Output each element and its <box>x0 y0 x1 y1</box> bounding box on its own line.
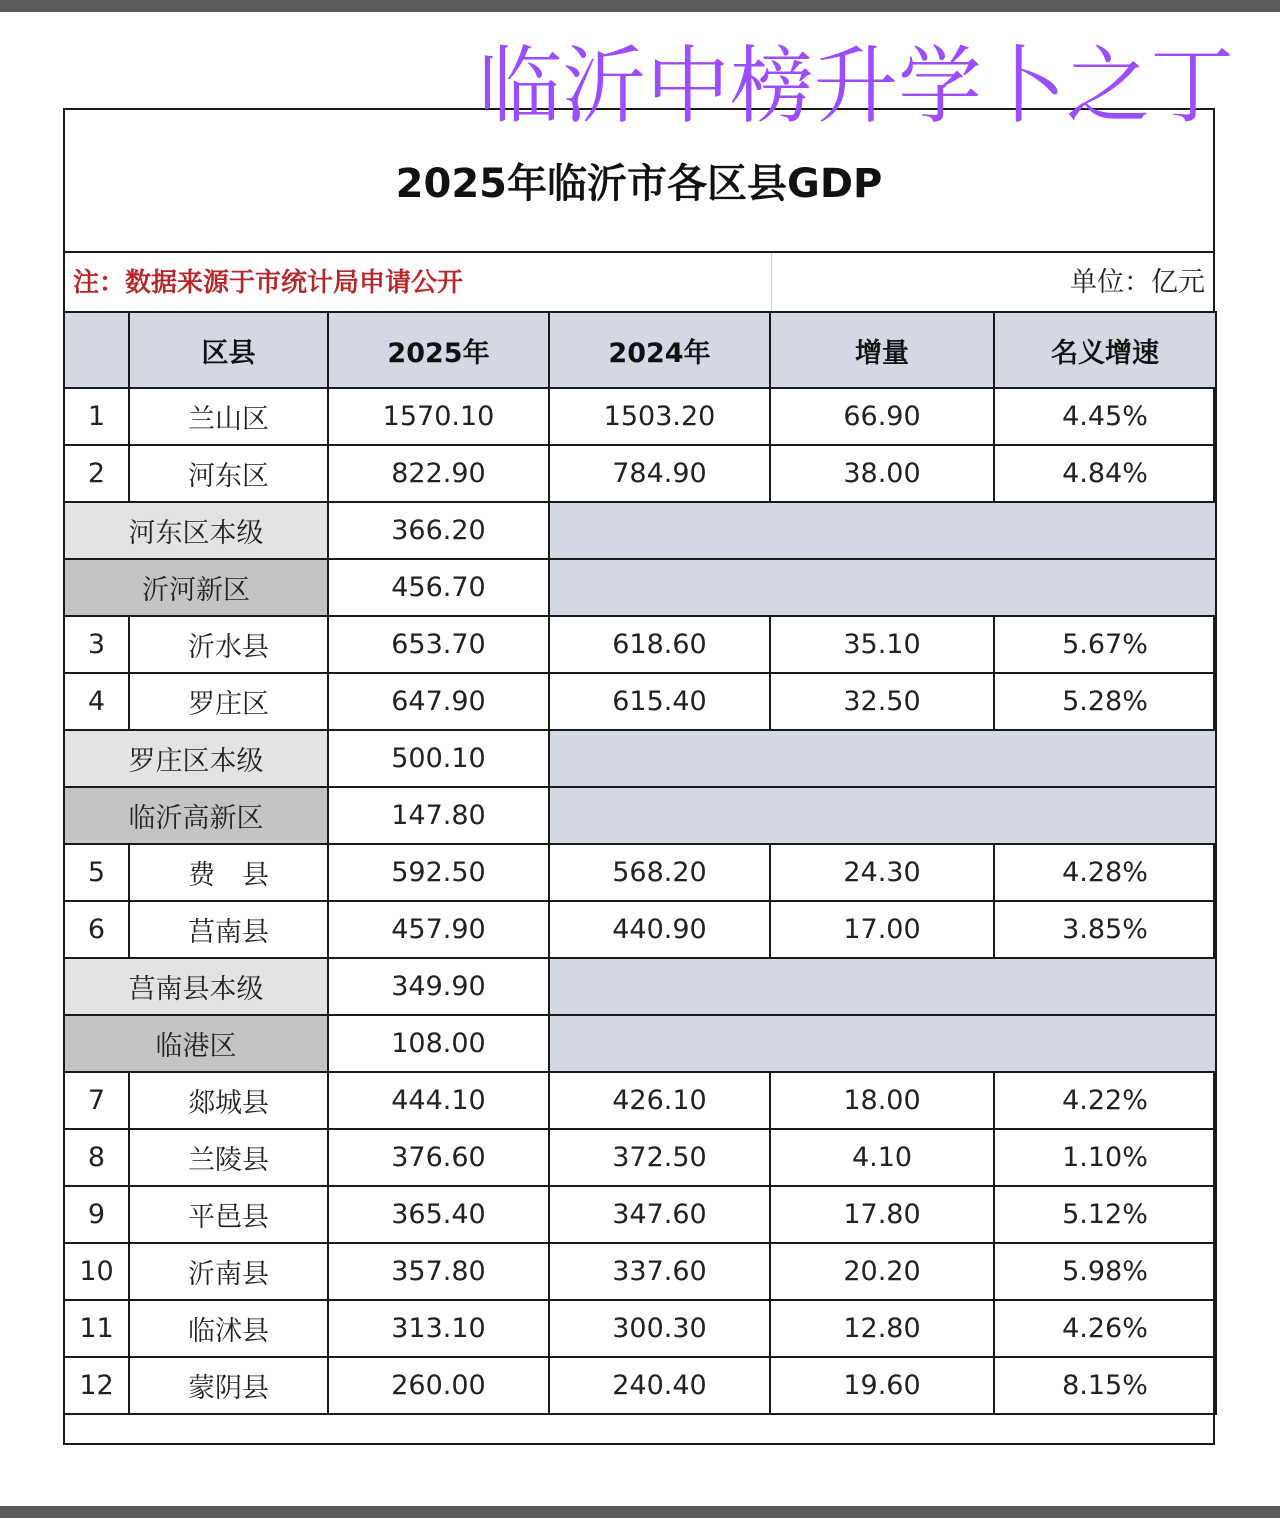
district-name: 兰山区 <box>129 388 328 445</box>
row-index: 10 <box>64 1243 129 1300</box>
gdp-2025: 108.00 <box>328 1015 549 1072</box>
bottom-frame-bar <box>0 1506 1280 1518</box>
header-growth-rate: 名义增速 <box>994 312 1216 388</box>
gdp-increase: 24.30 <box>770 844 994 901</box>
growth-rate: 4.84% <box>994 445 1216 502</box>
growth-rate: 4.22% <box>994 1072 1216 1129</box>
sub-area-row <box>64 502 1216 559</box>
source-note: 注：数据来源于市统计局申请公开 <box>73 268 464 298</box>
gdp-increase: 4.10 <box>770 1129 994 1186</box>
row-index: 7 <box>64 1072 129 1129</box>
gdp-2025: 357.80 <box>328 1243 549 1300</box>
note-divider <box>771 253 772 313</box>
header-district: 区县 <box>129 312 328 388</box>
table-row <box>64 388 1216 445</box>
gdp-2025: 444.10 <box>328 1072 549 1129</box>
row-index: 5 <box>64 844 129 901</box>
gdp-2024: 568.20 <box>549 844 770 901</box>
district-name: 兰陵县 <box>129 1129 328 1186</box>
sub-area-row <box>64 730 1216 787</box>
gdp-2025: 313.10 <box>328 1300 549 1357</box>
table-row <box>64 1300 1216 1357</box>
growth-rate: 5.12% <box>994 1186 1216 1243</box>
row-index: 2 <box>64 445 129 502</box>
row-index: 12 <box>64 1357 129 1414</box>
gdp-2025: 376.60 <box>328 1129 549 1186</box>
table-row <box>64 1186 1216 1243</box>
gdp-2025: 260.00 <box>328 1357 549 1414</box>
district-name: 莒南县 <box>129 901 328 958</box>
gdp-increase: 32.50 <box>770 673 994 730</box>
gdp-2025: 349.90 <box>328 958 549 1015</box>
unit-label: 单位：亿元 <box>1070 267 1205 298</box>
watermark-text: 临沂中榜升学卜之丁 <box>478 37 1235 135</box>
gdp-2025: 1570.10 <box>328 388 549 445</box>
district-name: 罗庄区 <box>129 673 328 730</box>
empty-merged-cell <box>549 787 1216 844</box>
gdp-increase: 38.00 <box>770 445 994 502</box>
row-index: 6 <box>64 901 129 958</box>
table-row <box>64 844 1216 901</box>
gdp-2025: 647.90 <box>328 673 549 730</box>
gdp-2024: 426.10 <box>549 1072 770 1129</box>
gdp-2024: 337.60 <box>549 1243 770 1300</box>
row-index: 9 <box>64 1186 129 1243</box>
row-index: 8 <box>64 1129 129 1186</box>
row-index: 1 <box>64 388 129 445</box>
row-index: 3 <box>64 616 129 673</box>
header-index <box>64 312 129 388</box>
note-row <box>65 253 1213 315</box>
gdp-increase: 12.80 <box>770 1300 994 1357</box>
gdp-2024: 372.50 <box>549 1129 770 1186</box>
gdp-sheet <box>63 108 1215 1445</box>
gdp-increase: 20.20 <box>770 1243 994 1300</box>
gdp-2024: 1503.20 <box>549 388 770 445</box>
table-row <box>64 1357 1216 1414</box>
table-row <box>64 901 1216 958</box>
growth-rate: 5.98% <box>994 1243 1216 1300</box>
gdp-increase: 19.60 <box>770 1357 994 1414</box>
gdp-2025: 822.90 <box>328 445 549 502</box>
sub-area-name: 莒南县本级 <box>64 958 328 1015</box>
gdp-2025: 456.70 <box>328 559 549 616</box>
sub-area-row <box>64 787 1216 844</box>
gdp-2024: 347.60 <box>549 1186 770 1243</box>
gdp-2025: 366.20 <box>328 502 549 559</box>
gdp-2024: 615.40 <box>549 673 770 730</box>
gdp-increase: 66.90 <box>770 388 994 445</box>
sub-area-row <box>64 958 1216 1015</box>
empty-merged-cell <box>549 958 1216 1015</box>
row-index: 4 <box>64 673 129 730</box>
gdp-increase: 17.80 <box>770 1186 994 1243</box>
gdp-2024: 440.90 <box>549 901 770 958</box>
gdp-increase: 18.00 <box>770 1072 994 1129</box>
growth-rate: 4.45% <box>994 388 1216 445</box>
sub-area-name: 沂河新区 <box>64 559 328 616</box>
gdp-2025: 147.80 <box>328 787 549 844</box>
growth-rate: 3.85% <box>994 901 1216 958</box>
district-name: 河东区 <box>129 445 328 502</box>
top-frame-bar <box>0 0 1280 12</box>
gdp-2024: 784.90 <box>549 445 770 502</box>
table-row <box>64 1129 1216 1186</box>
district-name: 费 县 <box>129 844 328 901</box>
sub-area-name: 临沂高新区 <box>64 787 328 844</box>
growth-rate: 4.26% <box>994 1300 1216 1357</box>
header-2025: 2025年 <box>328 312 549 388</box>
sub-area-row <box>64 559 1216 616</box>
empty-merged-cell <box>549 730 1216 787</box>
growth-rate: 5.28% <box>994 673 1216 730</box>
gdp-2025: 500.10 <box>328 730 549 787</box>
empty-merged-cell <box>549 502 1216 559</box>
district-name: 临沭县 <box>129 1300 328 1357</box>
sub-area-name: 临港区 <box>64 1015 328 1072</box>
header-2024: 2024年 <box>549 312 770 388</box>
growth-rate: 5.67% <box>994 616 1216 673</box>
gdp-table <box>63 311 1217 1415</box>
gdp-2024: 618.60 <box>549 616 770 673</box>
growth-rate: 8.15% <box>994 1357 1216 1414</box>
district-name: 平邑县 <box>129 1186 328 1243</box>
district-name: 沂南县 <box>129 1243 328 1300</box>
sub-area-row <box>64 1015 1216 1072</box>
gdp-2024: 300.30 <box>549 1300 770 1357</box>
district-name: 蒙阴县 <box>129 1357 328 1414</box>
gdp-2025: 365.40 <box>328 1186 549 1243</box>
empty-merged-cell <box>549 559 1216 616</box>
growth-rate: 1.10% <box>994 1129 1216 1186</box>
gdp-2025: 653.70 <box>328 616 549 673</box>
table-row <box>64 1072 1216 1129</box>
table-row <box>64 616 1216 673</box>
header-increase: 增量 <box>770 312 994 388</box>
row-index: 11 <box>64 1300 129 1357</box>
gdp-increase: 17.00 <box>770 901 994 958</box>
table-row <box>64 445 1216 502</box>
gdp-2025: 457.90 <box>328 901 549 958</box>
table-row <box>64 1243 1216 1300</box>
table-row <box>64 673 1216 730</box>
gdp-increase: 35.10 <box>770 616 994 673</box>
gdp-2024: 240.40 <box>549 1357 770 1414</box>
gdp-2025: 592.50 <box>328 844 549 901</box>
sub-area-name: 河东区本级 <box>64 502 328 559</box>
table-header-row <box>64 312 1216 388</box>
district-name: 沂水县 <box>129 616 328 673</box>
empty-merged-cell <box>549 1015 1216 1072</box>
district-name: 郯城县 <box>129 1072 328 1129</box>
sub-area-name: 罗庄区本级 <box>64 730 328 787</box>
sheet-title: 2025年临沂市各区县GDP <box>65 110 1213 253</box>
growth-rate: 4.28% <box>994 844 1216 901</box>
